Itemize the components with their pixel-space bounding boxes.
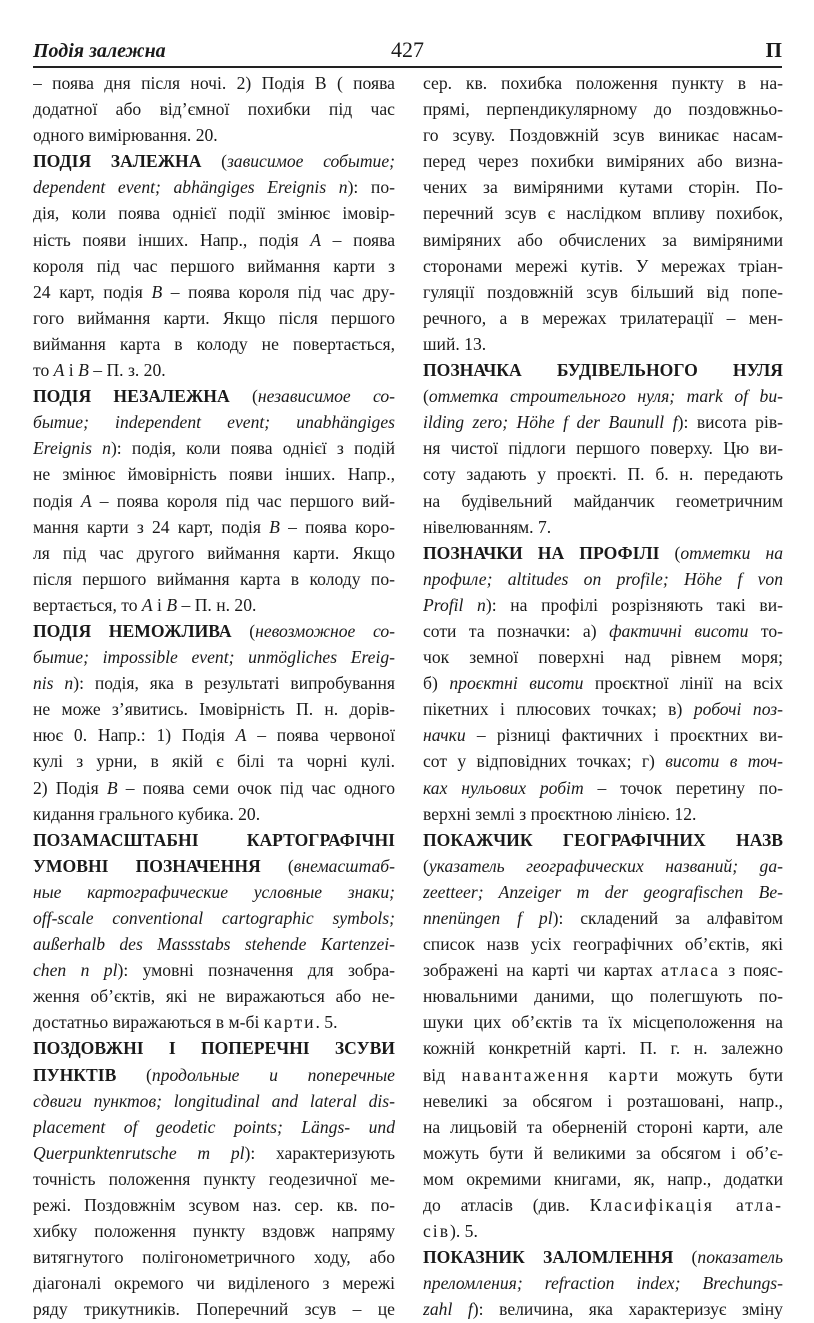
text-line — [423, 1192, 783, 1218]
text-segment: ): характеризують — [244, 1142, 395, 1163]
italic-text: бытие; impossible event; unmögliches Ereig- — [33, 647, 395, 668]
text-segment: ( — [423, 386, 429, 407]
text-line — [33, 488, 395, 514]
italic-text: dependent event; abhängiges Ereignis n — [33, 177, 348, 198]
text-line — [33, 461, 395, 487]
text-line — [423, 409, 783, 435]
text-line — [423, 748, 783, 774]
italic-text: продольные и поперечные — [151, 1064, 395, 1085]
text-line — [423, 488, 783, 514]
text-segment: гуляції поздовжній зсув більший від попе- — [423, 281, 783, 302]
text-segment: не може з’явитись. Імовірність П. н. дорів- — [33, 699, 395, 720]
text-line — [423, 96, 783, 122]
italic-text: А — [310, 229, 322, 250]
text-line — [423, 383, 783, 409]
text-segment: сер. кв. похибка положення пункту в на- — [423, 73, 783, 93]
text-line — [423, 566, 783, 592]
text-segment: – поява семи очок під час одного — [117, 777, 395, 798]
text-segment: прямі, перпендикулярному до поздовжньо- — [423, 99, 783, 120]
text-line — [33, 1062, 395, 1088]
text-segment: ): подія, коли поява однієї з подій — [110, 438, 395, 459]
text-line — [33, 1009, 395, 1035]
entry-headword: ПОЗНАЧКА БУДІВЕЛЬНОГО НУЛЯ — [423, 360, 783, 381]
page-number: 427 — [391, 37, 424, 62]
text-line — [423, 670, 783, 696]
text-segment: одного вимірювання. 20. — [33, 125, 218, 146]
text-line — [423, 722, 783, 748]
text-line — [33, 514, 395, 540]
text-segment: то- — [748, 620, 783, 641]
text-line — [423, 200, 783, 226]
text-segment: – поява — [321, 229, 395, 250]
text-segment: атласа — [661, 960, 721, 981]
text-line — [33, 357, 395, 383]
italic-text: фактичні висоти — [609, 620, 749, 641]
text-line — [33, 748, 395, 774]
section-letter: П — [765, 38, 782, 62]
text-segment: то — [33, 360, 54, 381]
text-segment: хибку положення пункту вздовж напряму — [33, 1221, 395, 1242]
text-line — [33, 409, 395, 435]
text-segment: – П. з. 20. — [88, 360, 166, 381]
text-segment: від — [423, 1064, 462, 1085]
text-line — [33, 200, 395, 226]
entry-headword: ПОДІЯ ЗАЛЕЖНА — [33, 151, 202, 172]
text-line — [423, 696, 783, 722]
text-line — [423, 279, 783, 305]
text-line — [423, 461, 783, 487]
text-line — [33, 644, 395, 670]
text-segment: ): на профілі розрізняють такі ви- — [485, 594, 783, 615]
text-segment: мом окремими книгами, як, напр., додатки — [423, 1168, 783, 1189]
text-line — [33, 174, 395, 200]
italic-text: отметка строительного нуля; mark of bu- — [428, 386, 783, 407]
italic-text: В — [106, 777, 118, 798]
text-line — [423, 905, 783, 931]
italic-text: В — [166, 594, 178, 615]
text-line — [33, 983, 395, 1009]
italic-text: независимое со- — [257, 386, 395, 407]
italic-text: В — [151, 281, 163, 302]
text-segment: ший. 13. — [423, 333, 487, 354]
italic-text: невозможное со- — [255, 620, 395, 641]
text-segment: кидання грального кубика. 20. — [33, 803, 261, 824]
text-segment: перед через похибки виміряних або визна- — [423, 151, 783, 172]
text-line — [33, 853, 395, 879]
text-line — [423, 174, 783, 200]
text-line — [33, 775, 395, 801]
text-segment: сів — [423, 1221, 451, 1242]
text-segment: точність положення пункту геодезичної ме- — [33, 1168, 395, 1189]
italic-text: показатель — [697, 1247, 783, 1268]
italic-text: placement of geodetic points; Längs- und — [33, 1116, 395, 1137]
text-line — [33, 148, 395, 174]
text-line — [423, 357, 783, 383]
text-segment: навантаження карти — [461, 1064, 661, 1085]
text-segment: 24 карт, подія — [33, 281, 152, 302]
text-segment: достатньо виражаються в м-бі — [33, 1012, 264, 1033]
text-segment: виміряних або обчислених за виміряними — [423, 229, 783, 250]
text-segment: мання карти з 24 карт, подія — [33, 516, 270, 537]
text-segment: го зсуву. Поздовжній зсув виникає насам- — [423, 125, 783, 146]
right-column — [423, 70, 783, 1323]
text-segment: сторонами мережі кутів. У мережах тріан- — [423, 255, 783, 276]
text-line — [423, 1296, 783, 1322]
entry-headword: ПОЗДОВЖНІ І ПОПЕРЕЧНІ ЗСУВИ — [33, 1038, 395, 1059]
italic-text: Profil n — [423, 594, 486, 615]
italic-text: off-scale conventional cartographic symbols; — [33, 908, 395, 928]
italic-text: ilding zero; Höhe f der Baunull f — [423, 412, 678, 433]
text-segment: кулі з урни, в якій є білі та чорні кулі. — [33, 751, 395, 772]
text-segment: ): складений за алфавітом — [552, 908, 783, 928]
entry-headword: ПОКАЖЧИК ГЕОГРАФІЧНИХ НАЗВ — [423, 829, 783, 850]
text-segment: список назв усіх географічних об’єктів, які — [423, 934, 783, 955]
text-segment: б) — [423, 673, 450, 694]
text-segment: кожній конкретній карті. П. г. н. залежно — [423, 1038, 783, 1059]
entry-headword: ПОДІЯ НЕЗАЛЕЖНА — [33, 386, 230, 407]
text-segment: – поява короля під час першого вий- — [91, 490, 395, 511]
text-line — [423, 435, 783, 461]
text-segment: можуть бути й великими за обсягом і об’є- — [423, 1142, 783, 1163]
text-line — [33, 592, 395, 618]
text-line — [423, 1035, 783, 1061]
italic-text: ные картографические условные знаки; — [33, 881, 395, 902]
italic-text: nis n — [33, 673, 74, 694]
italic-text: внемасштаб- — [293, 855, 395, 876]
text-segment: чок земної поверхні над рівнем моря; — [423, 647, 783, 668]
text-line — [33, 957, 395, 983]
text-line — [33, 331, 395, 357]
text-line — [423, 1062, 783, 1088]
italic-text: А — [80, 490, 92, 511]
text-segment: ). 5. — [450, 1221, 478, 1242]
text-line — [33, 1140, 395, 1166]
text-line — [33, 540, 395, 566]
text-line — [423, 540, 783, 566]
text-line — [33, 1088, 395, 1114]
italic-text: указатель географических названий; ga- — [428, 855, 783, 876]
text-segment: – поява коро- — [279, 516, 395, 537]
text-segment: додатної або від’ємної похибки під час — [33, 99, 395, 120]
text-segment: на будівельний майданчик геометричним — [423, 490, 783, 511]
italic-text: außerhalb des Massstabs stehende Kartenzei- — [33, 934, 395, 955]
running-header — [33, 36, 782, 68]
text-segment: соти та позначки: а) — [423, 620, 610, 641]
text-line — [423, 879, 783, 905]
text-segment: перечний зсув є наслідком впливу похибок, — [423, 203, 783, 224]
text-line — [33, 96, 395, 122]
text-line — [33, 1192, 395, 1218]
text-segment: не змінює ймовірність появи інших. Напр., — [33, 464, 395, 485]
text-segment: нювальними даними, що полегшують по- — [423, 986, 783, 1007]
text-segment: ня чистої підлоги першого поверху. Цю ви- — [423, 438, 783, 459]
italic-text: zahl f — [423, 1299, 473, 1320]
italic-text: бытие; independent event; unabhängiges — [33, 412, 395, 433]
text-segment: і — [152, 594, 167, 615]
text-line — [33, 722, 395, 748]
text-segment: ): умовні позначення для зобра- — [117, 960, 395, 981]
italic-text: Ereignis n — [33, 438, 111, 459]
italic-text: zeetteer; Anzeiger m der geografischen Be- — [423, 881, 783, 902]
text-line — [423, 1114, 783, 1140]
entry-headword: УМОВНІ ПОЗНАЧЕННЯ — [33, 855, 261, 876]
italic-text: chen n pl — [33, 960, 118, 981]
italic-text: В — [78, 360, 89, 381]
text-segment: нює 0. Напр.: 1) Подія — [33, 725, 236, 746]
text-line — [33, 122, 395, 148]
text-segment: короля під час першого виймання карти з — [33, 255, 395, 276]
text-line — [33, 435, 395, 461]
text-line — [33, 253, 395, 279]
text-segment: гого виймання карти. Якщо після першого — [33, 307, 395, 328]
text-line — [33, 1166, 395, 1192]
text-line — [33, 1296, 395, 1322]
text-line — [33, 905, 395, 931]
italic-text: висоти в точ- — [665, 751, 783, 772]
text-segment: ля під час другого виймання карти. Якщо — [33, 542, 395, 563]
text-line — [423, 931, 783, 957]
italic-text: зависимое событие; — [226, 151, 395, 172]
text-segment: діагоналі окремого чи виділеного з мережі — [33, 1273, 395, 1294]
text-line — [423, 957, 783, 983]
text-segment: ряду трикутників. Поперечний зсув – це — [33, 1299, 395, 1320]
italic-text: А — [53, 360, 65, 381]
text-line — [423, 514, 783, 540]
text-line — [423, 148, 783, 174]
text-segment: з пояс- — [720, 960, 783, 981]
text-line — [423, 618, 783, 644]
italic-text: отметки на — [680, 542, 783, 563]
running-head-title: Подія залежна — [33, 40, 166, 62]
text-segment: ( — [423, 855, 429, 876]
text-segment: – поява червоної — [246, 725, 395, 746]
text-line — [423, 1009, 783, 1035]
text-segment: до атласів (див. — [423, 1195, 590, 1216]
text-line — [33, 618, 395, 644]
text-segment: ( — [116, 1064, 152, 1085]
text-segment: ): величина, яка характеризує зміну — [472, 1299, 783, 1320]
text-segment: вертається, то — [33, 594, 142, 615]
text-segment: – точок перетину по- — [583, 777, 783, 798]
italic-text: проєктні висоти — [449, 673, 584, 694]
entry-headword: ПОДІЯ НЕМОЖЛИВА — [33, 620, 232, 641]
entry-headword: ПУНКТІВ — [33, 1064, 117, 1085]
text-segment: ( — [229, 386, 258, 407]
text-line — [423, 827, 783, 853]
text-line — [33, 279, 395, 305]
italic-text: nnenüngen f pl — [423, 908, 553, 928]
text-segment: режі. Поздовжнім зсувом наз. сер. кв. по- — [33, 1195, 395, 1216]
text-line — [423, 1270, 783, 1296]
text-line — [423, 644, 783, 670]
text-segment: ( — [673, 1247, 698, 1268]
text-segment: ність появи інших. Напр., подія — [33, 229, 311, 250]
italic-text: робочі поз- — [693, 699, 783, 720]
text-line — [423, 122, 783, 148]
text-line — [33, 1114, 395, 1140]
text-line — [33, 70, 395, 96]
entry-headword: ПОКАЗНИК ЗАЛОМЛЕННЯ — [423, 1247, 674, 1268]
text-line — [423, 1166, 783, 1192]
text-segment: чених за виміряними кутами сторін. По- — [423, 177, 783, 198]
italic-text: сдвиги пунктов; longitudinal and lateral dis- — [33, 1090, 395, 1111]
text-segment: ження об’єктів, які не виражаються або не- — [33, 986, 395, 1007]
italic-text: А — [235, 725, 247, 746]
text-segment: невеликі за обсягом і розташовані, напр., — [423, 1090, 783, 1111]
text-line — [33, 1244, 395, 1270]
text-line — [33, 383, 395, 409]
text-line — [423, 1218, 783, 1244]
text-line — [33, 566, 395, 592]
text-segment: пікетних і плюсових точках; в) — [423, 699, 694, 720]
text-line — [423, 592, 783, 618]
text-line — [33, 1270, 395, 1296]
text-line — [423, 853, 783, 879]
text-segment: ( — [231, 620, 256, 641]
text-segment: нівелюванням. 7. — [423, 516, 552, 537]
text-segment: ( — [659, 542, 681, 563]
italic-text: Querpunktenrutsche m pl — [33, 1142, 245, 1163]
text-line — [423, 227, 783, 253]
text-line — [423, 253, 783, 279]
text-segment: 2) Подія — [33, 777, 107, 798]
text-line — [33, 827, 395, 853]
text-segment: соту задають у проєкті. П. б. н. передають — [423, 464, 783, 485]
text-segment: проєктної лінії на всіх — [583, 673, 783, 694]
text-segment: – поява короля під час дру- — [162, 281, 395, 302]
entry-headword: ПОЗНАЧКИ НА ПРОФІЛІ — [423, 542, 660, 563]
text-segment: ): по- — [347, 177, 395, 198]
text-segment: ): подія, яка в результаті випробування — [73, 673, 395, 694]
italic-text: ках нульових робіт — [423, 777, 584, 798]
text-line — [423, 775, 783, 801]
text-line — [423, 1140, 783, 1166]
text-segment: витягнутого полігонометричного ходу, або — [33, 1247, 395, 1268]
text-line — [33, 879, 395, 905]
text-line — [423, 70, 783, 96]
text-segment: ( — [201, 151, 227, 172]
text-line — [423, 1088, 783, 1114]
text-segment: ( — [260, 855, 294, 876]
text-segment: верхні землі з проєктною лінією. 12. — [423, 803, 697, 824]
text-segment: на лицьовій та оберненій стороні карти, але — [423, 1116, 783, 1137]
text-line — [33, 696, 395, 722]
text-segment: подія — [33, 490, 81, 511]
text-line — [423, 305, 783, 331]
text-segment: і — [64, 360, 79, 381]
text-line — [33, 931, 395, 957]
text-line — [33, 305, 395, 331]
text-segment: сот у відповідних точках; г) — [423, 751, 666, 772]
text-segment: – поява дня після ночі. 2) Подія В ( поява — [33, 73, 395, 93]
text-segment: . 5. — [315, 1012, 338, 1033]
text-line — [423, 1244, 783, 1270]
entry-headword: ПОЗАМАСШТАБНІ КАРТОГРАФІЧНІ — [33, 829, 395, 850]
left-column — [33, 70, 395, 1323]
text-segment: Класифікація атла- — [589, 1195, 783, 1216]
text-segment: – різниці фактичних і проєктних ви- — [465, 725, 783, 746]
text-line — [423, 801, 783, 827]
text-line — [33, 1035, 395, 1061]
text-segment: виймання карта в колоду не повертається, — [33, 333, 395, 354]
text-line — [33, 227, 395, 253]
text-line — [423, 983, 783, 1009]
text-segment: зображені на карті чи картах — [423, 960, 662, 981]
italic-text: А — [141, 594, 153, 615]
text-segment: карти — [263, 1012, 316, 1033]
text-segment: після першого виймання карта в колоду по- — [33, 568, 395, 589]
text-segment: – П. н. 20. — [177, 594, 257, 615]
italic-text: В — [269, 516, 280, 537]
text-segment: шуки цих об’єктів та їх місцеположення на — [423, 1012, 783, 1033]
text-segment: ): висота рів- — [677, 412, 783, 433]
text-line — [33, 1218, 395, 1244]
text-segment: речного, а в мережах трилатерації – мен- — [423, 307, 783, 328]
text-line — [33, 801, 395, 827]
text-segment: дія, коли поява однієї події змінює імовір- — [33, 203, 395, 224]
italic-text: начки — [423, 725, 466, 746]
text-line — [33, 670, 395, 696]
italic-text: профиле; altitudes on profile; Höhe f von — [423, 568, 783, 589]
italic-text: преломления; refraction index; Brechungs- — [423, 1273, 783, 1294]
text-line — [423, 331, 783, 357]
text-segment: можуть бути — [660, 1064, 783, 1085]
